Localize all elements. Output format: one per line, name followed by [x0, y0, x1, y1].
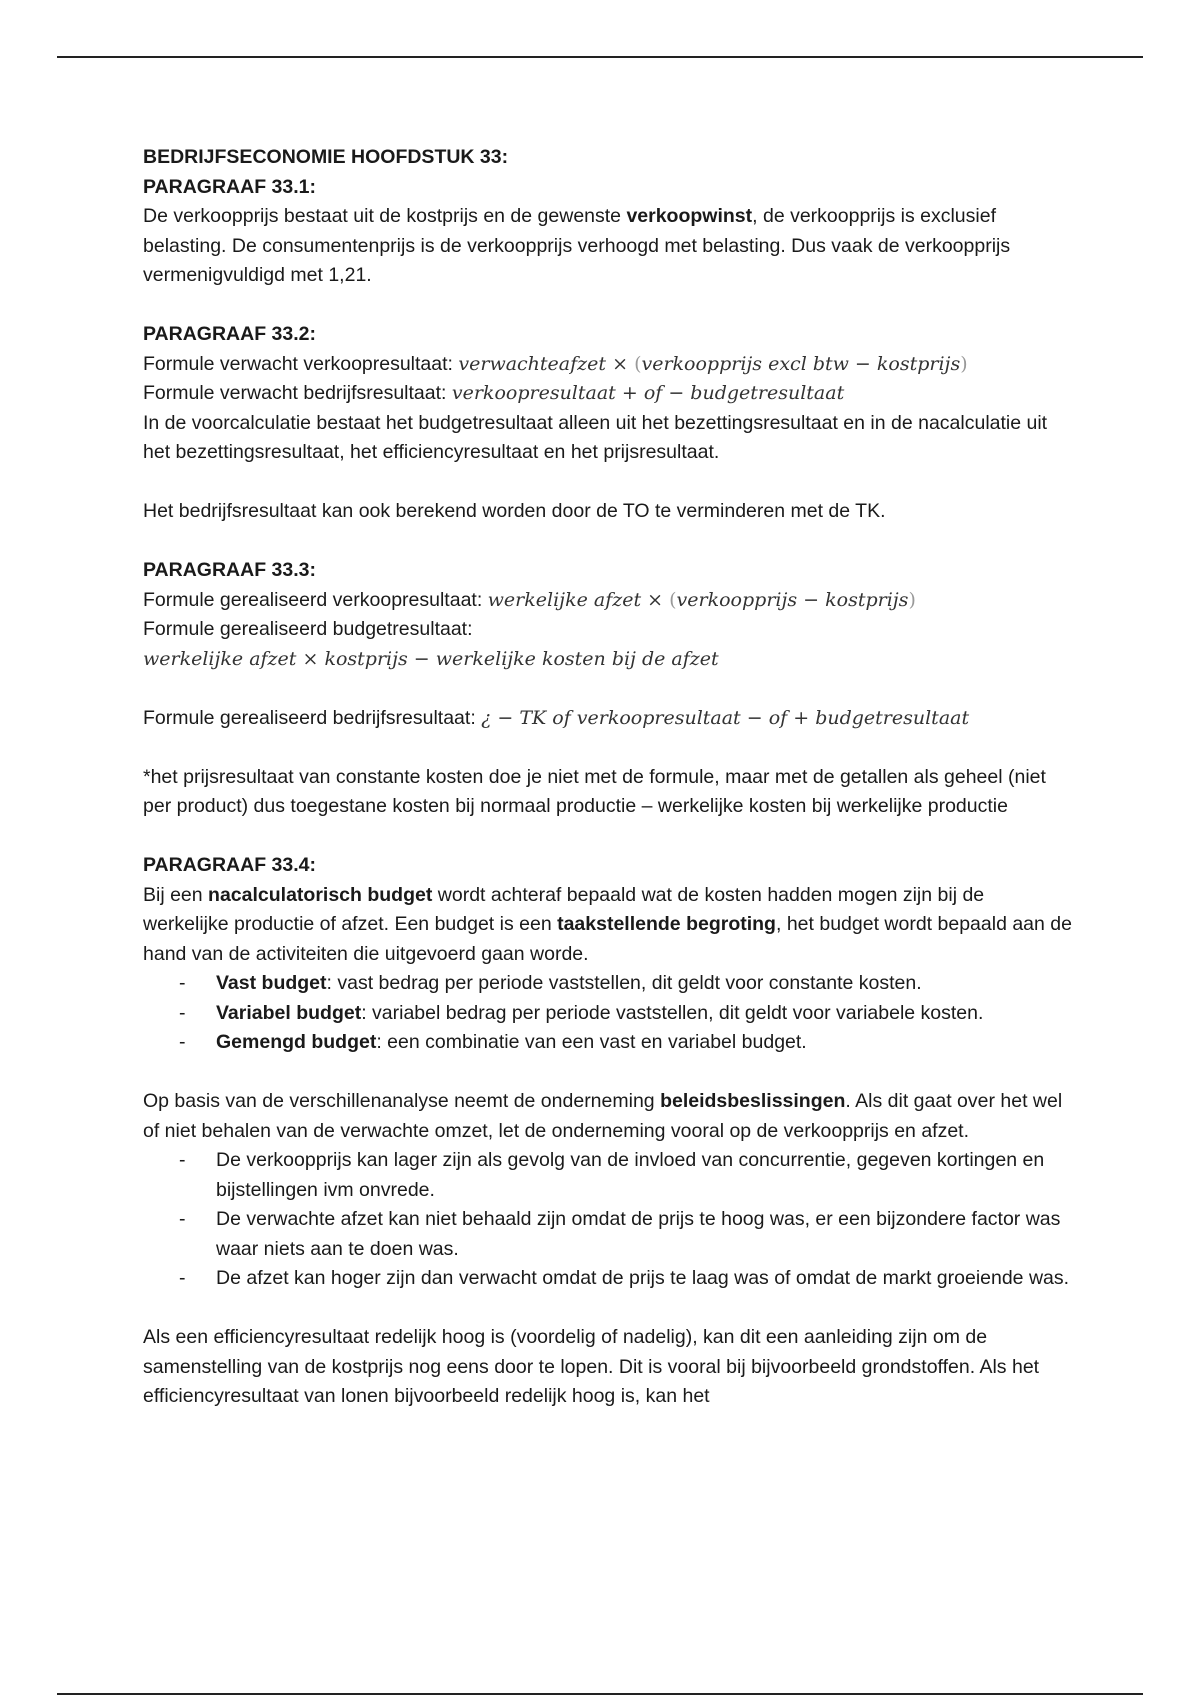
formula-label: Formule gerealiseerd verkoopresultaat:	[143, 588, 488, 611]
formula-realised-budget-result	[143, 645, 1073, 675]
text: : vast bedrag per periode vaststellen, dit geldt voor constante kosten.	[326, 972, 922, 994]
list-item	[216, 999, 1073, 1029]
bold-term: Vast budget	[216, 972, 327, 994]
formula-term: of	[643, 382, 663, 404]
section-heading-33-1: PARAGRAAF 33.1:	[143, 175, 316, 198]
text: wordt achteraf bepaald wat de kosten hadden mogen zijn bij de werkelijke productie of afzet. Een budget is een	[143, 883, 985, 935]
formula-term: kostprijs	[324, 647, 408, 670]
formula-expression: ¿ − TK of verkoopresultaat − of + budgetresultaat	[481, 706, 970, 729]
bold-term: beleidsbeslissingen	[660, 1090, 846, 1112]
bold-term: Gemengd budget	[216, 1031, 377, 1053]
text: : variabel bedrag per periode vaststellen, dit geldt voor variabele kosten.	[361, 1001, 984, 1024]
formula-label: Formule verwacht verkoopresultaat:	[143, 352, 459, 375]
text: : een combinatie van een vast en variabel budget.	[376, 1031, 807, 1053]
formula-realised-budget-result-label: Formule gerealiseerd budgetresultaat:	[143, 618, 473, 640]
list-item: - De verwachte afzet kan niet behaald zijn omdat de prijs te hoog was, er een bijzondere factor was waar niets aan te doen was.	[216, 1205, 1073, 1264]
section-heading-33-2: PARAGRAAF 33.2:	[143, 323, 316, 345]
formula-term: kostprijs	[825, 588, 909, 611]
bold-term: Variabel budget	[216, 1001, 362, 1024]
text: , het budget wordt bepaald aan de hand van de activiteiten die uitgevoerd gaan worde.	[143, 913, 1072, 965]
text: , de verkoopprijs is exclusief belasting. De consumentenprijs is de verkoopprijs verhoogd met belasting. Dus vaak de verkoopprijs vermenigvuldigd met 1,21.	[143, 205, 1011, 286]
formula-term: of	[768, 706, 788, 729]
formula-term: verkoopprijs excl btw	[641, 352, 849, 375]
bold-term: nacalculatorisch budget	[208, 883, 433, 906]
formula-expression: verwachteafzet × (verkoopprijs excl btw − kostprijs)	[458, 352, 968, 375]
paragraph-33-1	[143, 202, 1073, 291]
formula-term: werkelijke afzet	[143, 647, 297, 670]
text: De verkoopprijs bestaat uit de kostprijs en de gewenste	[143, 205, 627, 227]
formula-realised-company-result	[143, 704, 1073, 734]
formula-term: budgetresultaat	[815, 706, 970, 729]
list-item	[216, 969, 1073, 999]
formula-expression: werkelijke afzet × (verkoopprijs − kostprijs)	[487, 588, 916, 611]
formula-term: TK of verkoopresultaat	[519, 706, 741, 729]
list-item	[216, 1028, 1073, 1058]
formula-term: verwachteafzet	[458, 352, 607, 375]
bold-term: verkoopwinst	[626, 205, 753, 227]
paragraph-efficiency: Als een efficiencyresultaat redelijk hoog is (voordelig of nadelig), kan dit een aanleiding zijn om de samenstelling van de kostprijs nog eens door te lopen. Dit is vooral bij bijvoorbeeld grondstoffen. Als het efficiencyresultaat van lonen bijvoorbeeld redelijk hoog is, kan het	[143, 1326, 1040, 1407]
formula-realised-sales-result	[143, 586, 1073, 616]
formula-term: kostprijs	[876, 352, 961, 375]
budget-types-list	[143, 969, 1073, 1058]
formula-term: werkelijke afzet	[487, 588, 642, 611]
policy-list	[143, 1146, 1073, 1294]
text: Op basis van de verschillenanalyse neemt de onderneming	[143, 1090, 661, 1112]
paragraph-budget	[143, 881, 1073, 970]
note-price-result: *het prijsresultaat van constante kosten doe je niet met de formule, maar met de getallen als geheel (niet per product) dus toegestane kosten bij normaal productie – werkelijke kosten bij werkelijke productie	[143, 765, 1046, 817]
formula-expression: werkelijke afzet × kostprijs − werkelijke kosten bij de afzet	[143, 647, 719, 670]
formula-label: Formule gerealiseerd bedrijfsresultaat:	[143, 706, 482, 729]
formula-term: verkoopresultaat	[451, 382, 616, 404]
list-item: - De verkoopprijs kan lager zijn als gevolg van de invloed van concurrentie, gegeven kortingen en bijstellingen ivm onvrede.	[216, 1146, 1073, 1205]
document-body	[143, 143, 1073, 1412]
formula-expression: verkoopresultaat + of − budgetresultaat	[451, 382, 845, 404]
paragraph-company-result: Het bedrijfsresultaat kan ook berekend worden door de TO te verminderen met de TK.	[143, 500, 886, 522]
section-heading-33-3: PARAGRAAF 33.3:	[143, 559, 316, 581]
footer-rule	[57, 1693, 1143, 1695]
formula-expected-sales-result	[143, 350, 1073, 380]
formula-term: budgetresultaat	[690, 382, 845, 404]
text: Bij een	[143, 883, 209, 906]
formula-term: werkelijke kosten bij de afzet	[435, 647, 719, 670]
list-item: - De afzet kan hoger zijn dan verwacht omdat de prijs te laag was of omdat de markt groeiende was.	[216, 1264, 1073, 1294]
paragraph-policy	[143, 1087, 1073, 1146]
section-heading-33-4: PARAGRAAF 33.4:	[143, 854, 316, 876]
formula-label: Formule verwacht bedrijfsresultaat:	[143, 382, 452, 404]
paragraph-budget-result: In de voorcalculatie bestaat het budgetresultaat alleen uit het bezettingsresultaat en in de nacalculatie uit het bezettingsresultaat, het efficiencyresultaat en het prijsresultaat.	[143, 411, 1048, 463]
formula-term: ¿	[481, 706, 492, 729]
formula-term: verkoopprijs	[676, 588, 798, 611]
bold-term: taakstellende begroting	[557, 913, 776, 935]
header-rule	[57, 56, 1143, 58]
text: . Als dit gaat over het wel of niet behalen van de verwachte omzet, let de onderneming vooral op de verkoopprijs en afzet.	[143, 1090, 1063, 1142]
document-title: BEDRIJFSECONOMIE HOOFDSTUK 33:	[143, 146, 509, 168]
formula-expected-company-result	[143, 379, 1073, 409]
